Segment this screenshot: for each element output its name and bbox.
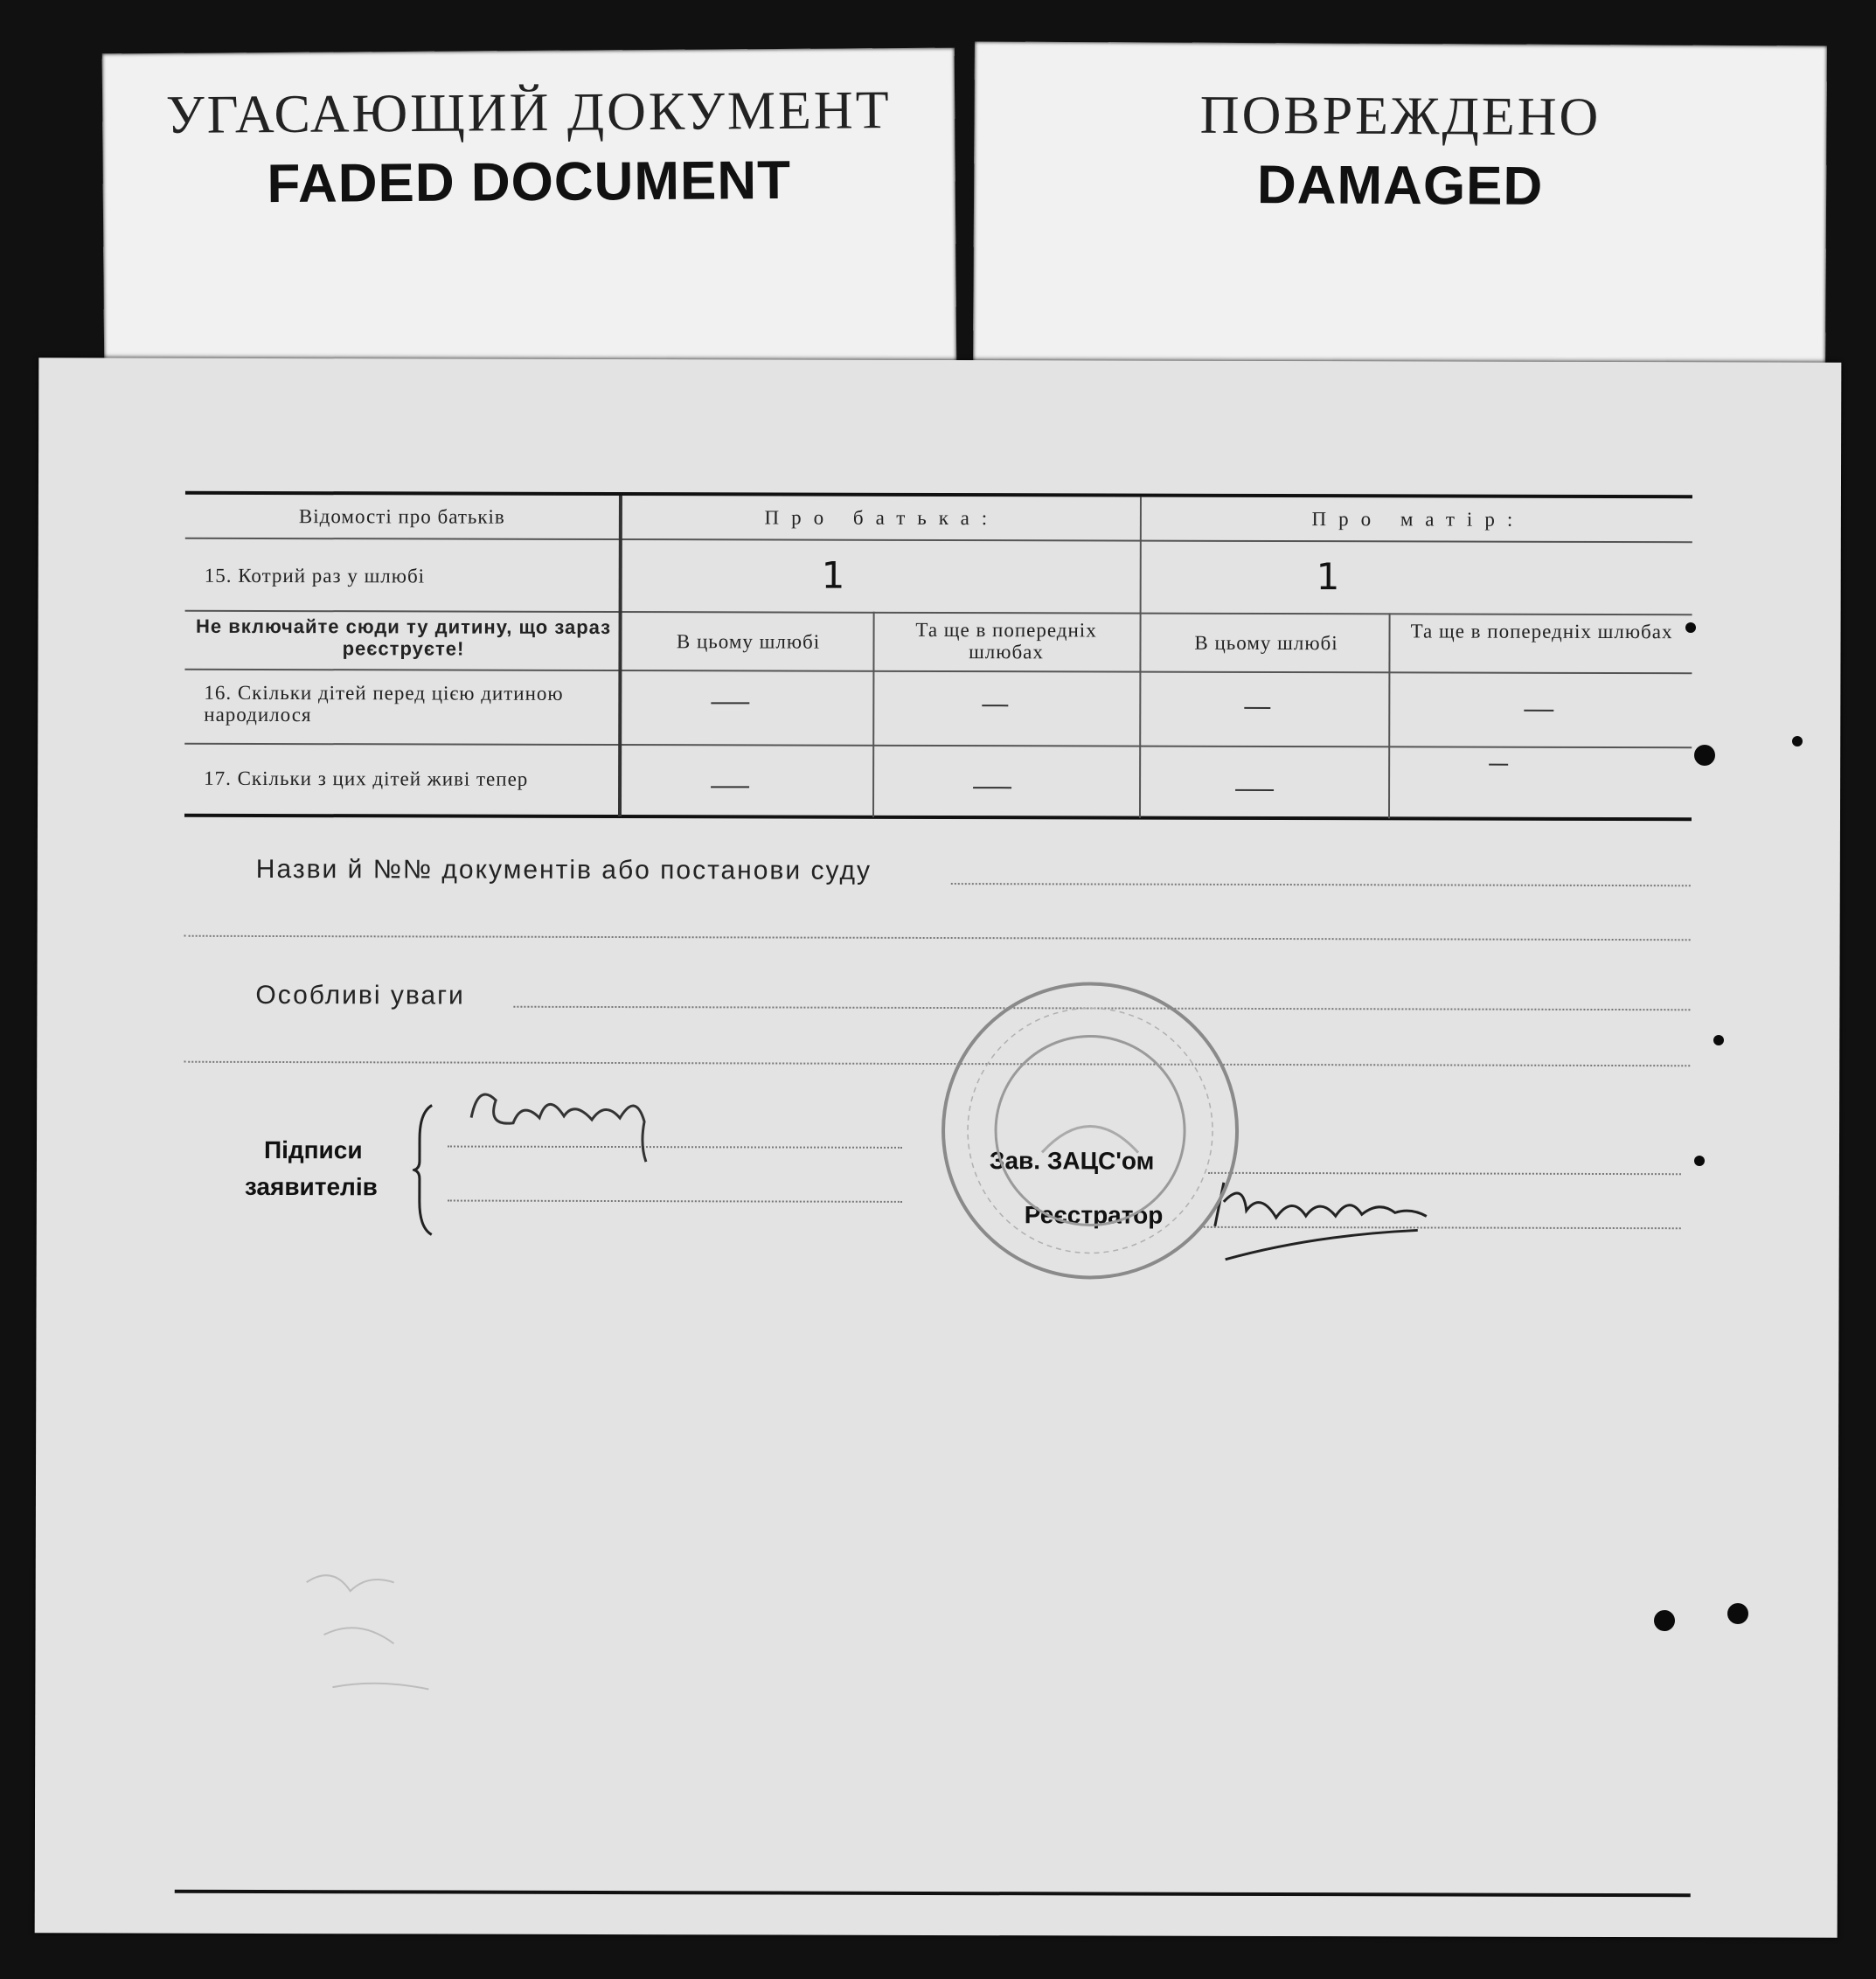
remarks-label: Особливі уваги xyxy=(255,980,465,1010)
documents-line-1 xyxy=(951,883,1691,886)
punch-hole-7 xyxy=(1694,1156,1705,1166)
row17-value-1 xyxy=(711,786,749,788)
faint-pencil-marks-image xyxy=(297,1547,525,1723)
punch-hole-6 xyxy=(1713,1035,1724,1045)
row16-value-4 xyxy=(1524,710,1553,712)
applicants-signatures-label-2: заявителів xyxy=(244,1172,378,1201)
header-parents-info: Відомості про батьків xyxy=(298,505,505,528)
col-divider-2 xyxy=(1139,497,1142,818)
subheader-this-marriage-mother: В цьому шлюбі xyxy=(1194,631,1338,655)
row16-value-2 xyxy=(982,705,1008,706)
row16-label: 16. Скільки дітей перед цією дитиною народилося xyxy=(204,681,564,726)
damaged-label-card xyxy=(973,41,1827,373)
documents-line-2 xyxy=(184,935,1691,941)
row16-rule xyxy=(184,743,1692,749)
registrar-signature-image xyxy=(1208,1165,1470,1271)
sheet-bottom-rule xyxy=(175,1890,1691,1898)
row16-value-1 xyxy=(711,702,749,704)
damaged-label-ru: ПОВРЕЖДЕНО xyxy=(1199,85,1602,148)
punch-hole-1 xyxy=(1694,745,1715,766)
header-mother: Про матір: xyxy=(1311,508,1525,531)
row15-rule xyxy=(185,610,1692,616)
row15-father-value: 1 xyxy=(821,553,845,597)
row17-label: 17. Скільки з цих дітей живі тепер xyxy=(204,767,529,790)
subheader-this-marriage-father: В цьому шлюбі xyxy=(676,630,821,653)
exclude-child-note: Не включайте сюди ту дитину, що зараз реєструєте! xyxy=(195,615,612,660)
faded-label-ru: УГАСАЮЩИЙ ДОКУМЕНТ xyxy=(165,80,892,145)
applicant-signature-image xyxy=(461,1066,670,1171)
row17-value-2 xyxy=(973,787,1011,788)
row17-value-3 xyxy=(1235,789,1274,791)
registry-head-label: Зав. ЗАЦС'ом xyxy=(989,1147,1155,1175)
faded-label-en: FADED DOCUMENT xyxy=(267,149,792,215)
brace-icon xyxy=(413,1103,439,1236)
subheader-previous-marriages-mother: Та ще в попередніх шлюбах xyxy=(1410,620,1673,643)
documents-label: Назви й №№ документів або постанови суду xyxy=(255,854,872,885)
row15-mother-value: 1 xyxy=(1316,555,1340,599)
table-bottom-rule xyxy=(184,814,1692,822)
faded-document-label-card xyxy=(102,48,957,379)
punch-hole-4 xyxy=(1727,1603,1748,1624)
form-sheet xyxy=(35,358,1842,1937)
damaged-label-en: DAMAGED xyxy=(1256,155,1544,217)
applicant-signature-line-2 xyxy=(448,1200,902,1203)
row16-value-3 xyxy=(1244,707,1270,709)
punch-hole-2 xyxy=(1792,736,1803,746)
row15-label: 15. Котрий раз у шлюбі xyxy=(204,564,426,587)
punch-hole-3 xyxy=(1654,1610,1675,1631)
applicants-signatures-label-1: Підписи xyxy=(263,1135,363,1164)
registry-stamp-image xyxy=(937,977,1244,1284)
note-rule xyxy=(184,669,1692,675)
col-divider-1 xyxy=(618,496,622,816)
registrar-label: Реєстратор xyxy=(1024,1201,1164,1229)
row17-value-4 xyxy=(1489,764,1508,766)
punch-hole-5 xyxy=(1685,622,1696,633)
table-top-rule xyxy=(185,491,1692,499)
header-rule xyxy=(185,538,1692,544)
subheader-previous-marriages-father: Та ще в попередніх шлюбах xyxy=(915,618,1097,663)
header-father: Про батька: xyxy=(764,506,1000,530)
